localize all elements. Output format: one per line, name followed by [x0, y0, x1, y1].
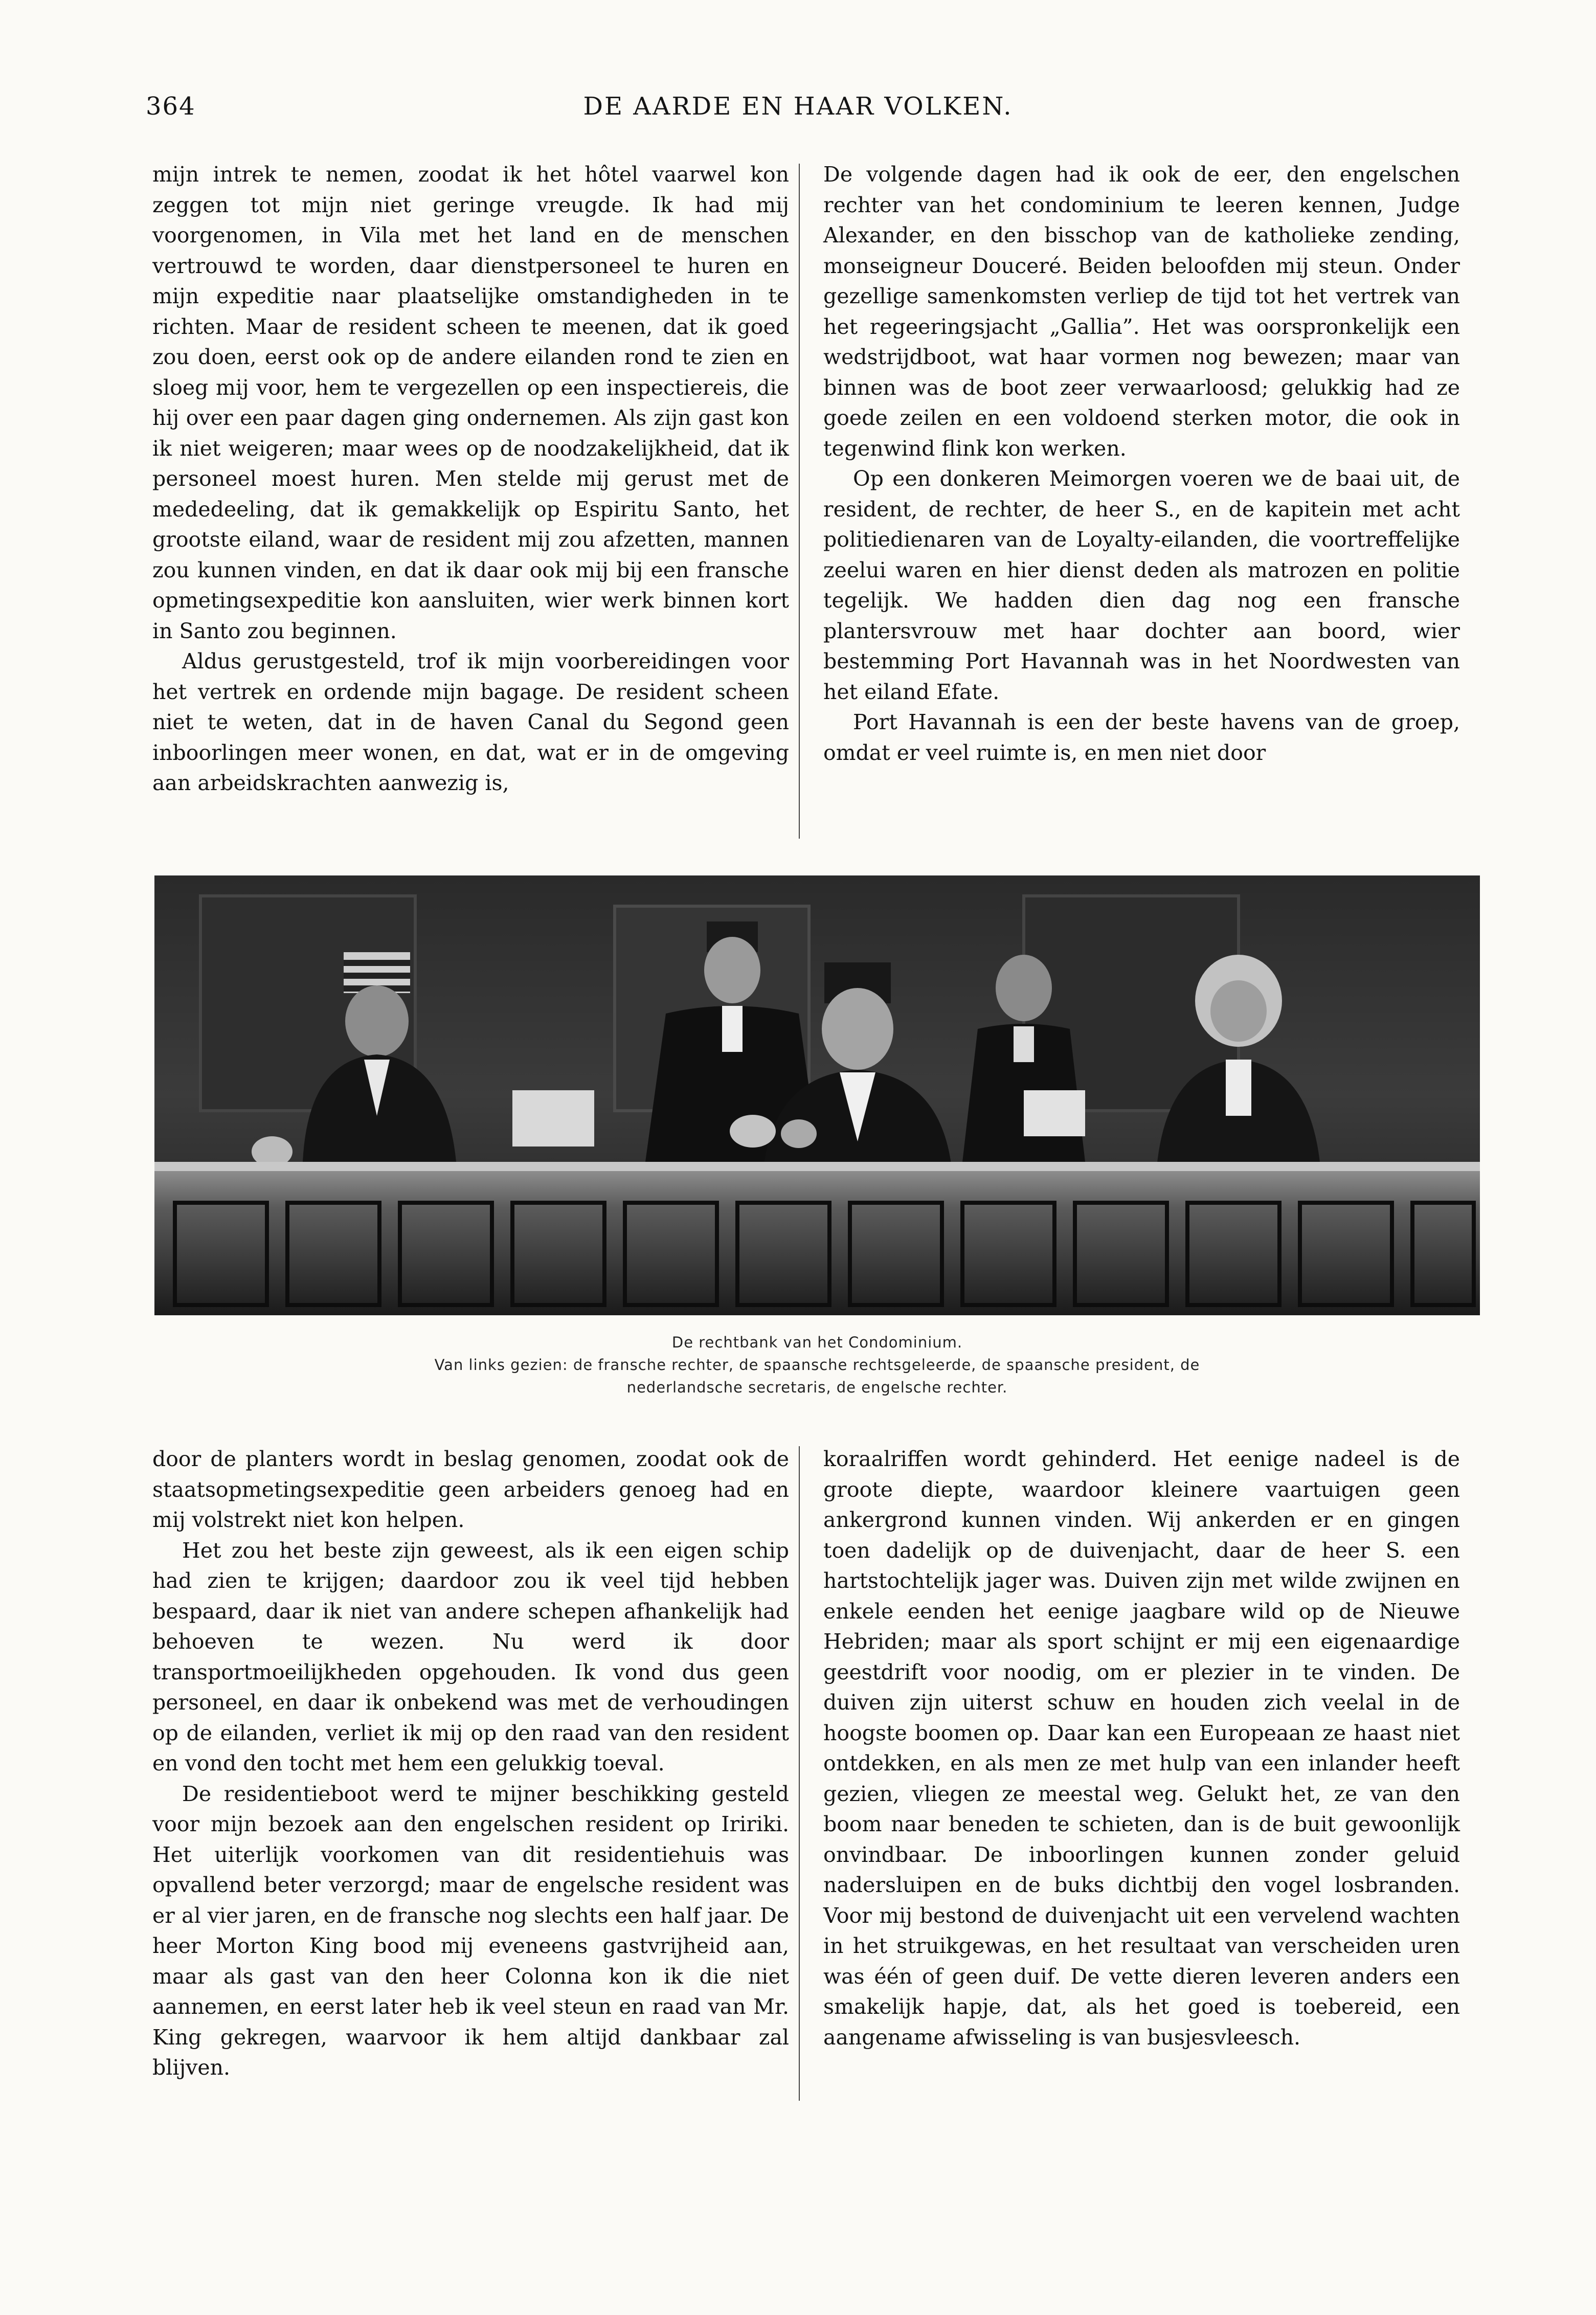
paragraph: koraalriffen wordt gehinderd. Het eenige nadeel is de groote diepte, waardoor kleinere vaartuigen geen ankergrond kunnen vinden. Wij ankerden er en gingen toen dadelijk op de duivenjacht, daar de heer S. een hartstochtelijk jager was. Duiven zijn met wilde zwijnen en enkele eenden het eenige jaagbare wild op de Nieuwe Hebriden; maar als sport schijnt er mij een eigenaardige geestdrift voor noodig, om er plezier in te vinden. De duiven zijn uiterst schuw en houden zich veelal in de hoogste boomen op. Daar kan een Europeaan ze haast niet ontdekken, en als men ze met hulp van een inlander heeft gezien, vliegen ze meestal weg. Gelukt het, ze van den boom naar beneden te schieten, dan is de buit gewoonlijk onvindbaar. De inboorlingen kunnen zonder geluid nadersluipen en de buks dichtbij den vogel losbranden. Voor mij bestond de duivenjacht uit een vervelend wachten in het struikgewas, en het resultaat van verscheiden uren was één of geen duif. De vette dieren leveren anders een smakelijk hapje, dat, als het goed is toebereid, een aangename afwisseling is van busjesvleesch. — [823, 1447, 1460, 2050]
paragraph: Port Havannah is een der beste havens van de groep, omdat er veel ruimte is, en men niet door — [823, 710, 1460, 765]
column-divider — [799, 164, 800, 839]
paragraph: door de planters wordt in beslag genomen, zoodat ook de staatsopmetingsexpeditie geen arbeiders genoeg had en mij volstrekt niet kon helpen. — [152, 1447, 789, 1532]
figure-caption-title: De rechtbank van het Condominium. — [671, 1334, 963, 1351]
figure-caption-line: Van links gezien: de fransche rechter, de spaansche rechtsgeleerde, de spaansche president, de — [434, 1356, 1200, 1374]
bottom-right-column — [823, 1444, 1460, 2053]
paragraph: Aldus gerustgesteld, trof ik mijn voorbereidingen voor het vertrek en ordende mijn bagage. De resident scheen niet te weten, dat in de haven Canal du Segond geen inboorlingen meer wonen, en dat, wat er in de omgeving aan arbeidskrachten aanwezig is, — [152, 649, 789, 795]
paragraph: Het zou het beste zijn geweest, als ik een eigen schip had zien te krijgen; daardoor zou ik veel tijd hebben bespaard, daar ik niet van andere schepen afhankelijk had behoeven te wezen. Nu werd ik door transportmoeilijkheden opgehouden. Ik vond dus geen personeel, en daar ik onbekend was met de verhoudingen op de eilanden, verliet ik mij op den raad van den resident en vond den tocht met hem een gelukkig toeval. — [152, 1538, 789, 1775]
bottom-left-column — [152, 1444, 789, 2083]
courtroom-photograph — [154, 875, 1480, 1315]
top-right-column — [823, 160, 1460, 768]
paragraph: De volgende dagen had ik ook de eer, den engelschen rechter van het condominium te leeren kennen, Judge Alexander, en den bisschop van de katholieke zending, monseigneur Douceré. Beiden beloofden mij steun. Onder gezellige samenkomsten verliep de tijd tot het vertrek van het regeeringsjacht „Gallia”. Het was oorspronkelijk een wedstrijdboot, wat haar vormen nog bewezen; maar van binnen was de boot zeer verwaarloosd; gelukkig had ze goede zeilen en een voldoend sterken motor, die ook in tegenwind flink kon werken. — [823, 162, 1460, 461]
page-number: 364 — [146, 92, 196, 121]
paragraph: Op een donkeren Meimorgen voeren we de baai uit, de resident, de rechter, de heer S., en de kapitein met acht politiedienaren van de Loyalty-eilanden, die voortreffelijke zeelui waren en hier dienst deden als matrozen en politie tegelijk. We hadden dien dag nog een fransche plantersvrouw met haar dochter aan boord, wier bestemming Port Havannah was in het Noordwesten van het eiland Efate. — [823, 466, 1460, 704]
running-title: DE AARDE EN HAAR VOLKEN. — [583, 92, 1013, 121]
paragraph: De residentieboot werd te mijner beschikking gesteld voor mijn bezoek aan den engelschen resident op Iririki. Het uiterlijk voorkomen van dit residentiehuis was opvallend beter verzorgd; maar de engelsche resident was er al vier jaren, en de fransche nog slechts een half jaar. De heer Morton King bood mij eveneens gastvrijheid aan, maar als gast van den heer Colonna kon ik die niet aannemen, en eerst later heb ik veel steun en raad van Mr. King gekregen, waarvoor ik hem altijd dankbaar zal blijven. — [152, 1781, 789, 2080]
column-divider — [799, 1446, 800, 2101]
top-left-column — [152, 160, 789, 799]
figure-caption-line: nederlandsche secretaris, de engelsche rechter. — [626, 1379, 1008, 1396]
paragraph: mijn intrek te nemen, zoodat ik het hôtel vaarwel kon zeggen tot mijn niet geringe vreugde. Ik had mij voorgenomen, in Vila met het land en de menschen vertrouwd te worden, daar dienstpersoneel te huren en mijn expeditie naar plaatselijke omstandigheden in te richten. Maar de resident scheen te meenen, dat ik goed zou doen, eerst ook op de andere eilanden rond te zien en sloeg mij voor, hem te vergezellen op een inspectiereis, die hij over een paar dagen ging ondernemen. Als zijn gast kon ik niet weigeren; maar wees op de noodzakelijkheid, dat ik personeel moest huren. Men stelde mij gerust met de mededeeling, dat ik gemakkelijk op Espiritu Santo, het grootste eiland, waar de resident mij zou afzetten, mannen zou kunnen vinden, en dat ik daar ook mij bij een fransche opmetingsexpeditie kon aansluiten, wier werk binnen kort in Santo zou beginnen. — [152, 162, 789, 643]
